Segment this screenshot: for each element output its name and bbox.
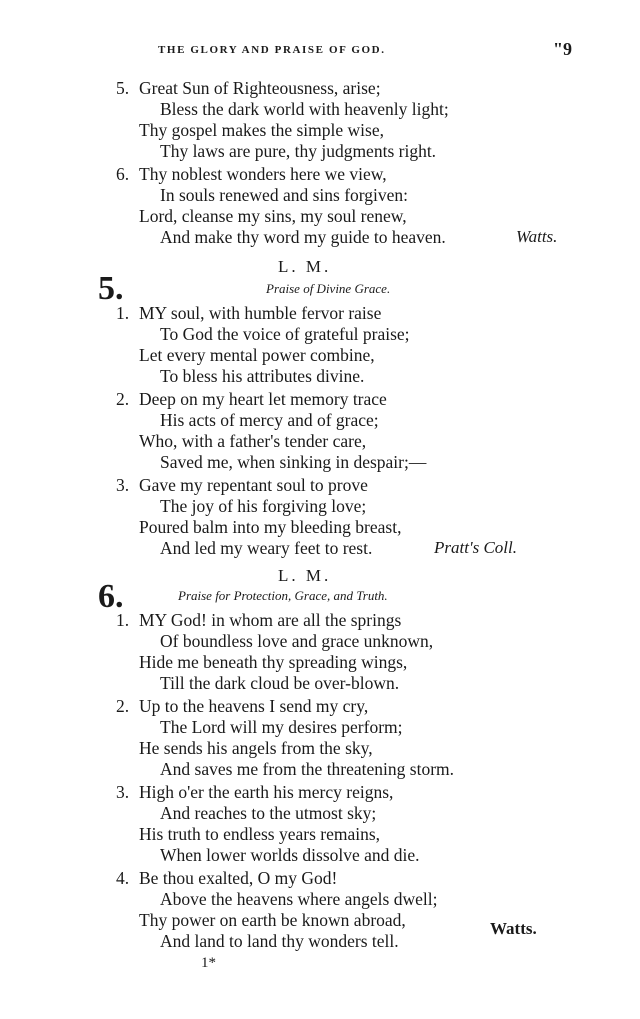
verse-line: To bless his attributes divine. bbox=[160, 366, 365, 386]
verse-line: Hide me beneath thy spreading wings, bbox=[139, 652, 408, 672]
verse-line: His acts of mercy and of grace; bbox=[160, 410, 379, 430]
verse-line: Be thou exalted, O my God! bbox=[139, 868, 338, 888]
stanza-number: 2. bbox=[116, 389, 130, 409]
verse-line: In souls renewed and sins forgiven: bbox=[160, 185, 409, 205]
verse-line: Lord, cleanse my sins, my soul renew, bbox=[139, 206, 407, 226]
verse-line: Above the heavens where angels dwell; bbox=[160, 889, 438, 909]
stanza-number: 3. bbox=[116, 782, 130, 802]
hymn-number: 6. bbox=[98, 578, 124, 615]
page-number: "9 bbox=[553, 39, 572, 59]
verse-line: Let every mental power combine, bbox=[139, 345, 375, 365]
stanza-number: 1. bbox=[116, 610, 130, 630]
verse-line: And saves me from the threatening storm. bbox=[160, 759, 455, 779]
verse-line: And land to land thy wonders tell. bbox=[160, 931, 399, 951]
verse-line: Saved me, when sinking in despair;— bbox=[160, 452, 427, 472]
hymn-attribution: Watts. bbox=[490, 919, 537, 938]
verse-line: Great Sun of Righteousness, arise; bbox=[139, 78, 381, 98]
verse-line: When lower worlds dissolve and die. bbox=[160, 845, 420, 865]
verse-line: Thy power on earth be known abroad, bbox=[139, 910, 406, 930]
verse-line: Thy noblest wonders here we view, bbox=[139, 164, 387, 184]
hymn-number: 5. bbox=[98, 270, 124, 307]
verse-line: MY God! in whom are all the springs bbox=[139, 610, 402, 630]
signature-mark: 1* bbox=[201, 955, 216, 971]
verse-line: And make thy word my guide to heaven. bbox=[160, 227, 446, 247]
stanza-number: 4. bbox=[116, 868, 130, 888]
verse-line: Who, with a father's tender care, bbox=[139, 431, 367, 451]
verse-line: He sends his angels from the sky, bbox=[139, 738, 373, 758]
verse-line: Gave my repentant soul to prove bbox=[139, 475, 368, 495]
stanza-number: 5. bbox=[116, 78, 130, 98]
verse-line: To God the voice of grateful praise; bbox=[160, 324, 410, 344]
verse-line: The Lord will my desires perform; bbox=[160, 717, 403, 737]
verse-line: Deep on my heart let memory trace bbox=[139, 389, 387, 409]
verse-line: And led my weary feet to rest. bbox=[160, 538, 373, 558]
stanza-number: 6. bbox=[116, 164, 130, 184]
verse-line: Till the dark cloud be over-blown. bbox=[160, 673, 400, 693]
verse-line: Thy laws are pure, thy judgments right. bbox=[160, 141, 437, 161]
hymn-meter: L. M. bbox=[278, 257, 332, 276]
hymn-meter: L. M. bbox=[278, 566, 332, 585]
header-title: THE GLORY AND PRAISE OF GOD. bbox=[158, 44, 386, 56]
hymn-subtitle: Praise of Divine Grace. bbox=[266, 281, 391, 296]
verse-line: Bless the dark world with heavenly light; bbox=[160, 99, 449, 119]
verse-line: The joy of his forgiving love; bbox=[160, 496, 367, 516]
hymn-attribution: Pratt's Coll. bbox=[434, 538, 517, 557]
verse-line: MY soul, with humble fervor raise bbox=[139, 303, 382, 323]
verse-line: Of boundless love and grace unknown, bbox=[160, 631, 434, 651]
stanza-number: 3. bbox=[116, 475, 130, 495]
hymn-subtitle: Praise for Protection, Grace, and Truth. bbox=[178, 588, 388, 603]
hymn-attribution: Watts. bbox=[516, 227, 558, 246]
stanza-number: 1. bbox=[116, 303, 130, 323]
verse-line: And reaches to the utmost sky; bbox=[160, 803, 377, 823]
stanza-number: 2. bbox=[116, 696, 130, 716]
verse-line: His truth to endless years remains, bbox=[139, 824, 381, 844]
verse-line: Poured balm into my bleeding breast, bbox=[139, 517, 402, 537]
verse-line: Up to the heavens I send my cry, bbox=[139, 696, 369, 716]
verse-line: High o'er the earth his mercy reigns, bbox=[139, 782, 394, 802]
verse-line: Thy gospel makes the simple wise, bbox=[139, 120, 384, 140]
